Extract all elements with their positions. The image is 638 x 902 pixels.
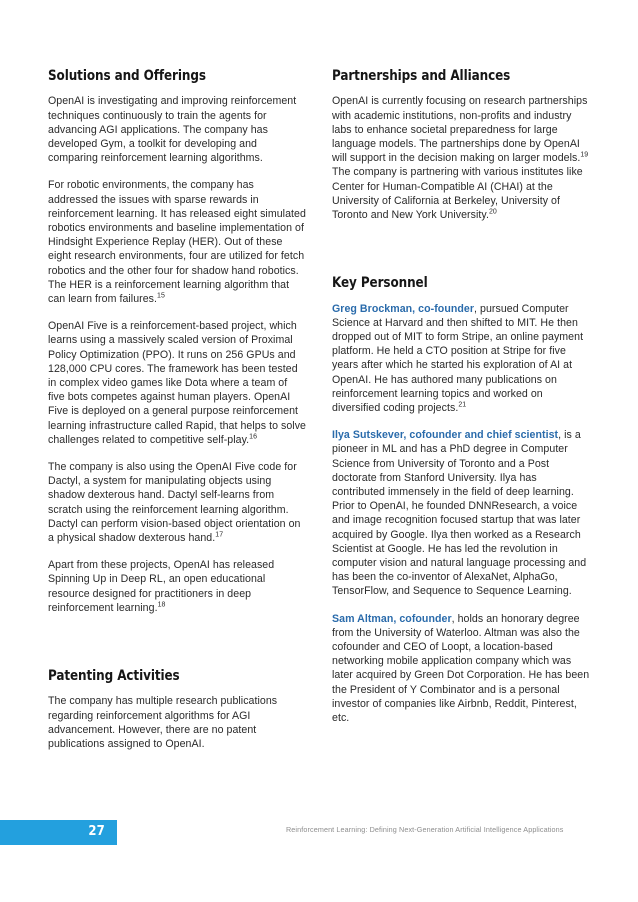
paragraph-partnerships-part2: The company is partnering with various institutes like Center for Human-Compatible AI (CHAI) at the University of California at Berkeley, University of Toronto and New York University. [332,166,583,222]
paragraph-solutions-1: OpenAI is investigating and improving reinforcement techniques continuously to train the agents for advancing AGI applications. The company has developed Gym, a toolkit for developing and comparing reinforcement learning algorithms. [48,95,297,165]
paragraph-partnerships-part1: OpenAI is currently focusing on research partnerships with academic institutions, non-profits and industry labs to enhance societal preparedness for large language models. The partnerships done by OpenAI will support in the decision making on larger models. [332,95,588,165]
heading-key-personnel: Key Personnel [332,275,428,292]
person-name-sam-altman: Sam Altman, cofounder [332,612,452,625]
section-spacer [48,628,306,668]
person-bio-greg-brockman: , pursued Computer Science at Harvard and then shifted to MIT. He then dropped out of MIT to form Stripe, an online payment platform. He held a CTO position at Stripe for five years after which he started his exploration of AI at OpenAI. He has authored many publications on reinforcement learning topics and worked on diversified coding projects. [332,302,584,415]
footer-document-title: Reinforcement Learning: Defining Next-Generation Artificial Intelligence Applications [286,825,564,834]
paragraph-solutions-5 [48,558,306,615]
footnote-ref-16: 16 [249,433,258,441]
page-number: 27 [88,824,105,839]
paragraph-solutions-4-text: The company is also using the OpenAI Five code for Dactyl, a system for manipulating objects using shadow dexterous hand. Dactyl self-learns from scratch using the reinforcement learning algorithm. Dactyl can perform vision-based object orientation on a physical shadow dexterous hand. [48,461,301,545]
paragraph-person-sam-altman [332,612,590,726]
footnote-ref-17: 17 [215,531,224,539]
paragraph-partnerships-1 [332,94,590,222]
footnote-ref-21: 21 [458,401,467,409]
paragraph-solutions-3-text: OpenAI Five is a reinforcement-based project, which learns using a massively scaled version of Proximal Policy Optimization (PPO). It runs on 256 GPUs and 128,000 CPU cores. The framework has been tested in complex video games like Dota where a team of five bots competes against human players. OpenAI Five is deployed on a general purpose reinforcement learning infrastructure called Rapid, that helps to solve challenges related to competitive self-play. [48,320,306,446]
footnote-ref-18: 18 [157,601,166,609]
footnote-ref-20: 20 [488,208,497,216]
person-bio-ilya-sutskever: , is a pioneer in ML and has a PhD degree in Computer Science from University of Toronto and a Post doctorate from Stanford University. Ilya has contributed immensely in the field of deep learning. Prior to OpenAI, he founded DNNResearch, a voice and image recognition focused startup that was later acquired by Google. Ilya then worked as a Research Scientist at Google. He has led the revolution in computer vision and natural language processing and has been the co-inventor of AlexaNet, AlphaGo, TensorFlow, and Sequence to Sequence Learning. [332,429,587,598]
person-bio-sam-altman: , holds an honorary degree from the University of Waterloo. Altman was also the cofounder and CEO of Loopt, a location-based networking mobile application company which was later acquired by Green Dot Corporation. He has been the President of Y Combinator and is a personal investor of companies like Airbnb, Reddit, Pinterest, etc. [332,612,590,725]
footnote-ref-19: 19 [580,151,589,159]
left-column [48,68,306,751]
paragraph-person-greg-brockman [332,302,590,416]
footnote-ref-15: 15 [157,292,165,300]
two-column-body [48,68,590,751]
paragraph-patenting-1: The company has multiple research publications regarding reinforcement algorithms for AGI advancement. However, there are no patent publications assigned to OpenAI. [48,695,278,751]
right-column [332,68,590,751]
heading-partnerships-and-alliances: Partnerships and Alliances [332,68,511,84]
person-name-ilya-sutskever: Ilya Sutskever, cofounder and chief scientist [332,429,559,442]
paragraph-person-ilya-sutskever [332,428,590,598]
paragraph-solutions-5-text: Apart from these projects, OpenAI has released Spinning Up in Deep RL, an open educational resource designed for practitioners in deep reinforcement learning. [48,559,275,614]
heading-solutions-and-offerings: Solutions and Offerings [48,68,206,84]
paragraph-solutions-2-text: For robotic environments, the company has addressed the issues with sparse rewards in reinforcement learning. It has released eight simulated robotics environments and baseline implementation of Hindsight Experience Replay (HER). Out of these eight research environments, four are utilized for fetch robotics and the other four for shadow hand robotics. The HER is a reinforcement learning algorithm that can learn from failures. [48,179,306,306]
paragraph-solutions-4 [48,460,306,545]
page-number-bar [0,820,117,845]
paragraph-solutions-2 [48,178,306,306]
paragraph-solutions-3 [48,319,306,447]
heading-patenting-activities: Patenting Activities [48,668,180,685]
section-spacer [332,235,590,275]
person-name-greg-brockman: Greg Brockman, co-founder [332,302,475,315]
